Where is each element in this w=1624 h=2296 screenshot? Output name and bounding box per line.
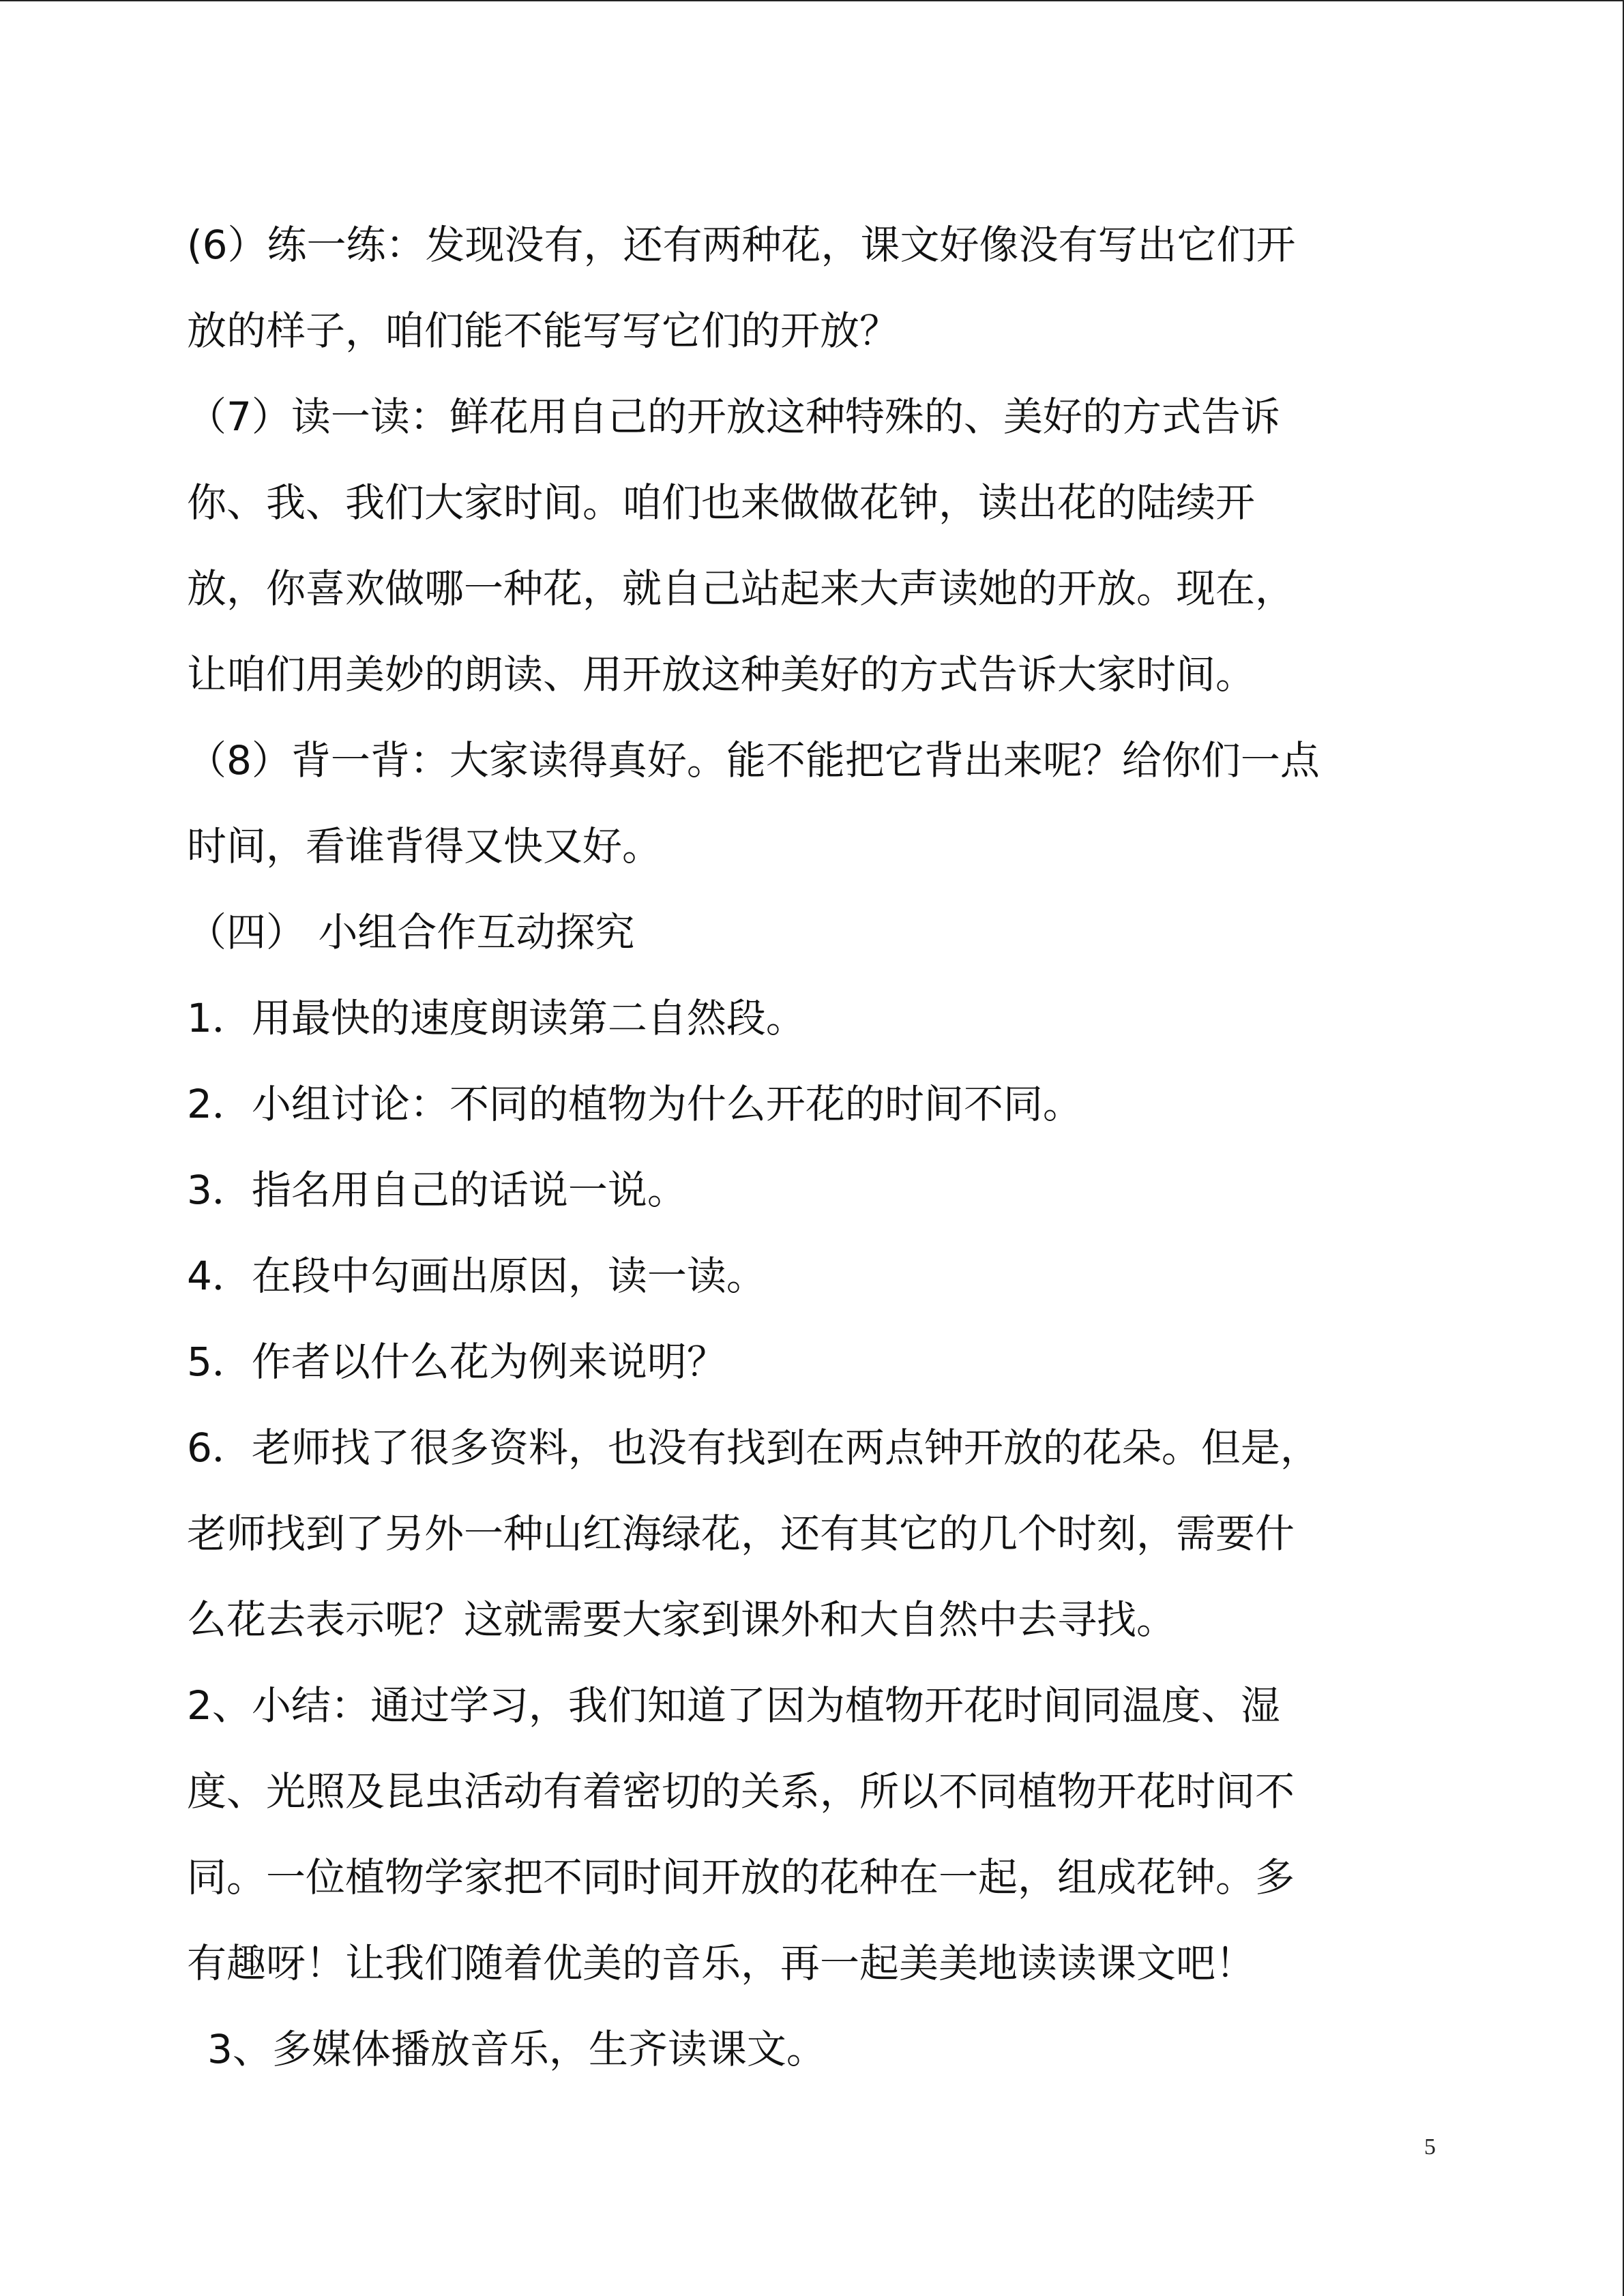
text-line: 3、多媒体播放音乐，生齐读课文。 [207, 2026, 826, 2072]
text-line: 让咱们用美妙的朗读、用开放这种美好的方式告诉大家时间。 [187, 651, 1256, 698]
list-item: 1．用最快的速度朗读第二自然段。 [187, 995, 806, 1041]
text-line: 同。一位植物学家把不同时间开放的花种在一起，组成花钟。多 [187, 1854, 1295, 1900]
section-heading: （四） 小组合作互动探究 [187, 909, 635, 955]
text-line: 老师找到了另外一种山红海绿花，还有其它的几个时刻，需要什 [187, 1510, 1295, 1557]
list-item: 4．在段中勾画出原因，读一读。 [187, 1253, 766, 1299]
text-line: 么花去表示呢？这就需要大家到课外和大自然中去寻找。 [187, 1596, 1177, 1643]
list-item: 5．作者以什么花为例来说明？ [187, 1339, 726, 1385]
text-line: 你、我、我们大家时间。咱们也来做做花钟，读出花的陆续开 [187, 479, 1256, 526]
text-line: 放，你喜欢做哪一种花，就自己站起来大声读她的开放。现在， [187, 565, 1295, 612]
page-number: 5 [1424, 2134, 1436, 2160]
text-line: 放的样子，咱们能不能写写它们的开放？ [187, 308, 900, 354]
list-item: 2．小组讨论：不同的植物为什么开花的时间不同。 [187, 1081, 1082, 1127]
text-line: 度、光照及昆虫活动有着密切的关系，所以不同植物开花时间不 [187, 1768, 1295, 1815]
text-line: 2、小结：通过学习，我们知道了因为植物开花时间同温度、湿 [187, 1682, 1280, 1729]
list-item: 6．老师找了很多资料，也没有找到在两点钟开放的花朵。但是， [187, 1425, 1320, 1471]
text-line: 时间，看谁背得又快又好。 [187, 823, 662, 869]
text-line: （8）背一背：大家读得真好。能不能把它背出来呢？给你们一点 [187, 737, 1320, 784]
list-item: 3．指名用自己的话说一说。 [187, 1167, 687, 1213]
text-line: （7）读一读：鲜花用自己的开放这种特殊的、美好的方式告诉 [187, 393, 1280, 440]
text-line: (6）练一练：发现没有，还有两种花，课文好像没有写出它们开 [187, 222, 1296, 268]
document-body [187, 202, 1447, 2092]
text-line: 有趣呀！让我们随着优美的音乐，再一起美美地读读课文吧！ [187, 1940, 1256, 1986]
